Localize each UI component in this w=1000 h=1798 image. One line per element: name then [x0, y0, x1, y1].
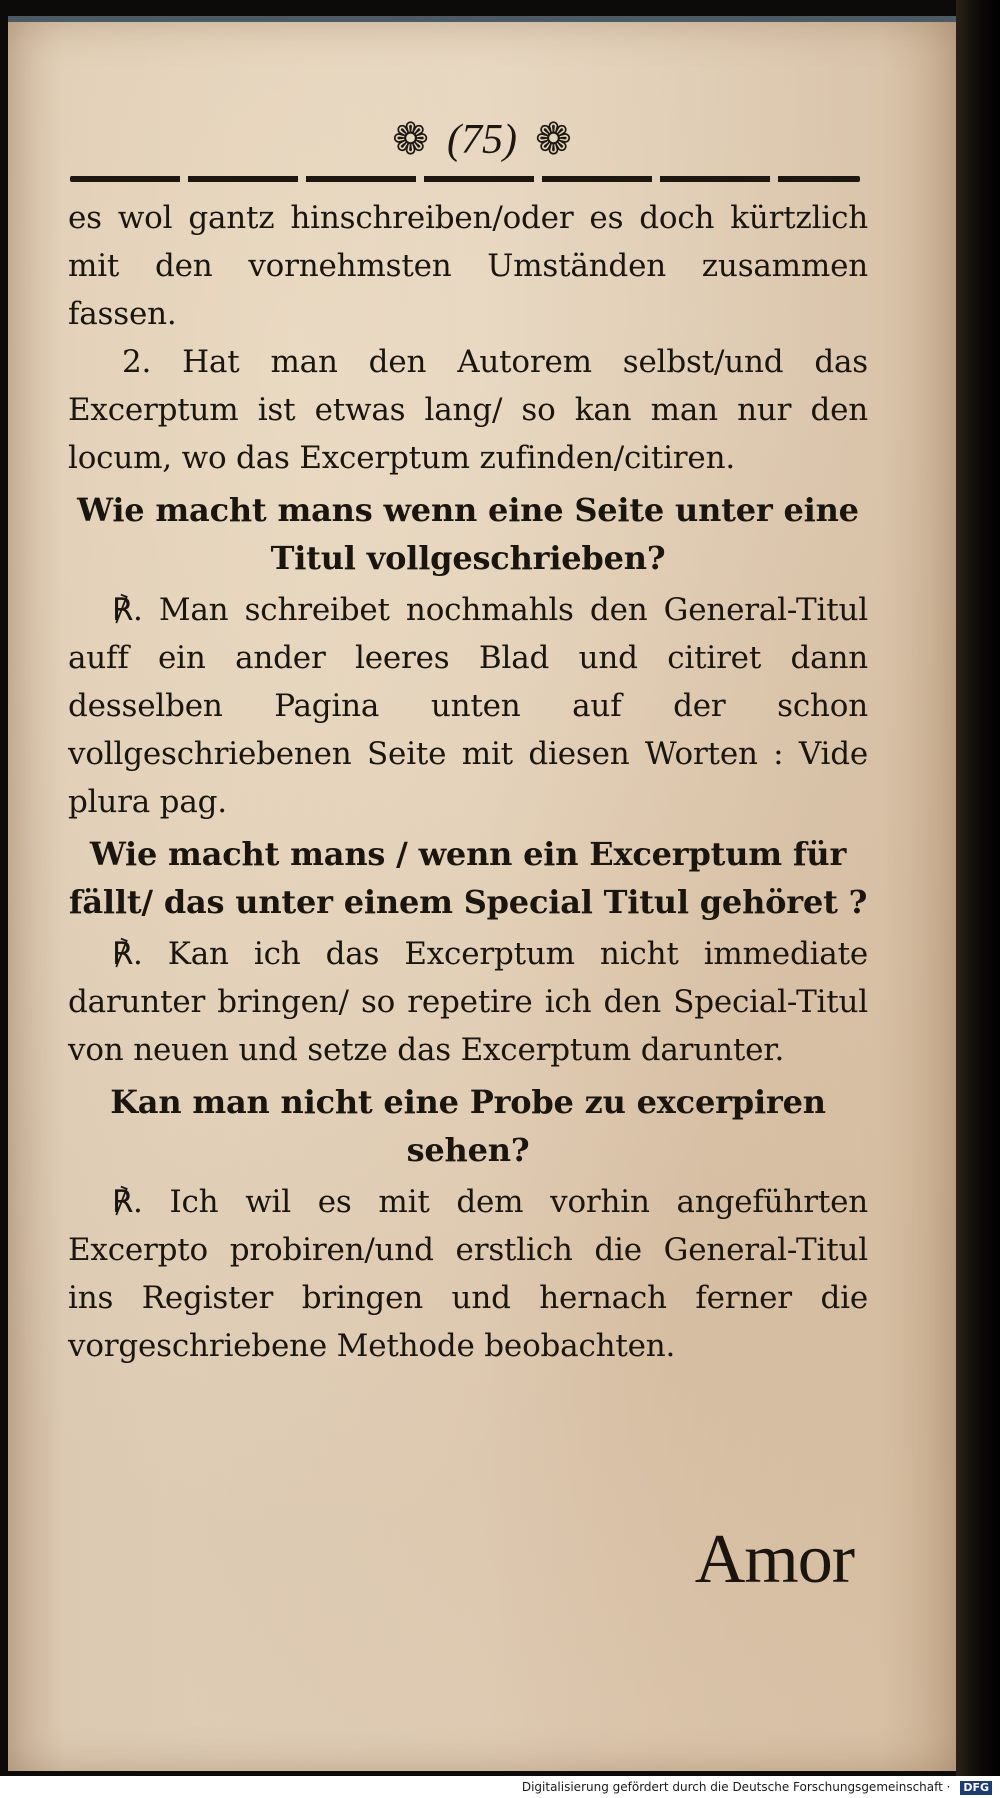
paragraph-continuation: es wol gantz hinschreiben/oder es doch kürtzlich mit den vornehmsten Umständen zusammen fassen. — [68, 200, 868, 332]
question-heading-2: Wie macht mans / wenn ein Excerptum für fällt/ das unter einem Special Titul gehöret ? — [68, 835, 868, 921]
page-header — [8, 110, 956, 170]
page-number: (75) — [447, 117, 517, 163]
binding-shadow — [956, 0, 1000, 1798]
dfg-logo-icon: DFG — [960, 1781, 992, 1795]
digitization-footer — [0, 1776, 1000, 1798]
header-rule — [70, 176, 860, 182]
answer-1: ℟. Man schreibet nochmahls den General-Titul auff ein ander leeres Blad und citiret dann desselben Pagina unten auf der schon vollgeschriebenen Seite mit diesen Worten : Vide plura pag. — [68, 592, 868, 820]
catchword: Amor — [694, 1521, 854, 1598]
question-heading-3: Kan man nicht eine Probe zu excerpiren sehen? — [110, 1083, 826, 1169]
flower-ornament-right-icon: ❁ — [534, 114, 572, 165]
paragraph-point-2: 2. Hat man den Autorem selbst/und das Excerptum ist etwas lang/ so kan man nur den locum, wo das Excerptum zufinden/citiren. — [68, 344, 868, 476]
answer-3: ℟. Ich wil es mit dem vorhin angeführten Excerpto probiren/und erstlich die General-Titul ins Register bringen und hernach ferner die vorgeschriebene Methode beobachten. — [68, 1184, 868, 1364]
answer-2: ℟. Kan ich das Excerptum nicht immediate darunter bringen/ so repetire ich den Special-Titul von neuen und setze das Excerptum darunter. — [68, 936, 868, 1068]
flower-ornament-left-icon: ❁ — [392, 114, 429, 165]
body-text — [68, 194, 868, 1370]
book-page — [8, 16, 956, 1771]
footer-credit: Digitalisierung gefördert durch die Deutsche Forschungsgemeinschaft · — [521, 1780, 951, 1794]
question-heading-1: Wie macht mans wenn eine Seite unter eine Titul vollgeschrieben? — [77, 491, 859, 577]
